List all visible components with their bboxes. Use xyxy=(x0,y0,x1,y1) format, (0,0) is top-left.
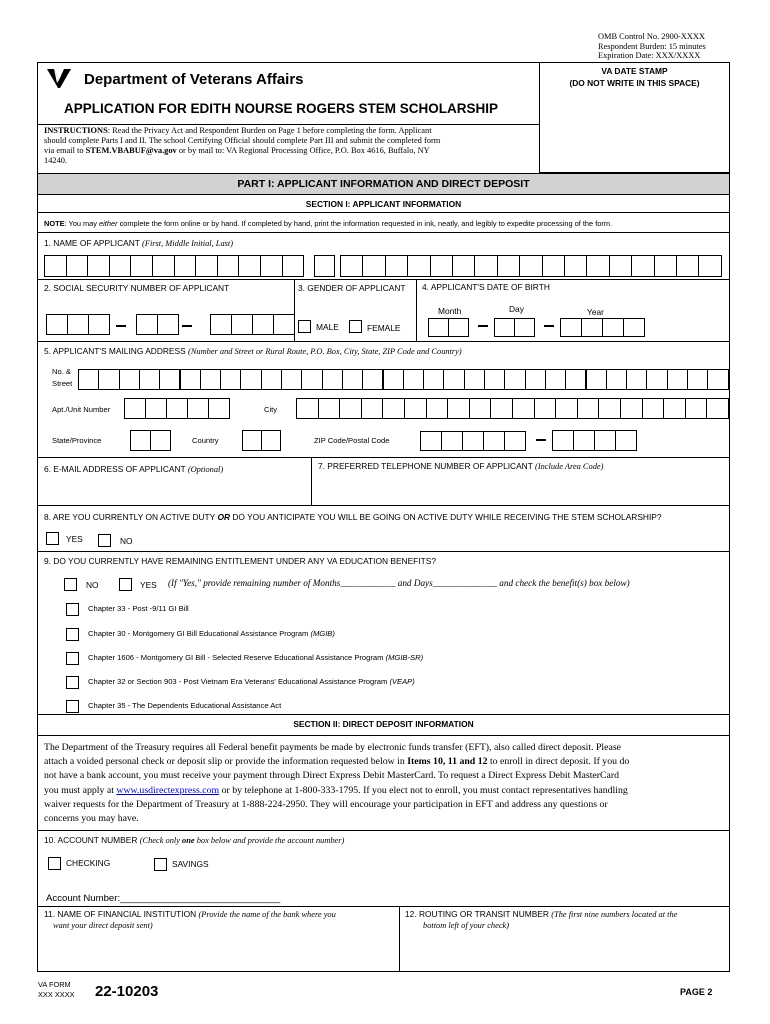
city-cell[interactable] xyxy=(663,398,686,419)
section2-title: SECTION II: DIRECT DEPOSIT INFORMATION xyxy=(293,719,474,729)
omb-burden: Respondent Burden: 15 minutes xyxy=(598,41,706,51)
q9-no-label: NO xyxy=(86,580,99,590)
street-cell[interactable] xyxy=(119,369,140,390)
name-last-cell[interactable] xyxy=(407,255,430,277)
ssn-cell[interactable] xyxy=(67,314,89,335)
instructions-email: STEM.VBABUF@va.gov xyxy=(85,146,177,155)
checking-label: CHECKING xyxy=(66,858,111,868)
state-cell[interactable] xyxy=(150,430,171,451)
zip-cell[interactable] xyxy=(504,431,526,451)
omb-expiration: Expiration Date: XXX/XXXX xyxy=(598,51,701,60)
dob-year-label: Year xyxy=(587,307,604,317)
street-cell[interactable] xyxy=(586,369,607,390)
apt-cell[interactable] xyxy=(124,398,146,419)
city-cell[interactable] xyxy=(404,398,427,419)
q9-yes-checkbox[interactable] xyxy=(119,578,132,591)
street-cell[interactable] xyxy=(342,369,363,390)
city-label: City xyxy=(264,405,278,414)
instructions: INSTRUCTIONS: Read the Privacy Act and Respondent Burden on Page 1 before completing the form. Applicant should complete Parts I and II. The school Certifying Official should complete Part III and submit the completed form via email to STEM.VBABUF@va.gov or by mail to: VA Regional Processing Office, P.O. Box 4616, Buffalo, NY 14240. xyxy=(44,126,441,165)
q8-yes-checkbox[interactable] xyxy=(46,532,59,545)
chapter30-label: Chapter 30 - Montgomery GI Bill Educational Assistance Program (MGIB) xyxy=(88,629,335,638)
dob-day-cell[interactable] xyxy=(514,318,535,337)
q9-label: 9. DO YOU CURRENTLY HAVE REMAINING ENTITLEMENT UNDER ANY VA EDUCATION BENEFITS? xyxy=(44,556,436,566)
state-cell[interactable] xyxy=(130,430,151,451)
ssn-cell[interactable] xyxy=(157,314,179,335)
dob-day-cell[interactable] xyxy=(494,318,515,337)
name-last-cell[interactable] xyxy=(474,255,497,277)
city-cell[interactable] xyxy=(490,398,513,419)
city-cell[interactable] xyxy=(469,398,492,419)
dob-year-cell[interactable] xyxy=(560,318,582,337)
savings-checkbox[interactable] xyxy=(154,858,167,871)
zip-dash xyxy=(536,439,546,441)
zip-label: ZIP Code/Postal Code xyxy=(314,436,390,445)
street-label: No. & Street xyxy=(52,367,73,388)
q11-label: 11. NAME OF FINANCIAL INSTITUTION (Provide the name of the bank where you want your direct deposit sent) xyxy=(44,909,336,930)
country-cell[interactable] xyxy=(261,430,281,451)
name-first-cell[interactable] xyxy=(66,255,89,277)
street-cell[interactable] xyxy=(606,369,627,390)
ssn-cell[interactable] xyxy=(252,314,274,335)
chapter33-label: Chapter 33 - Post -9/11 GI Bill xyxy=(88,604,189,613)
state-label: State/Province xyxy=(52,436,102,445)
name-middle-cell[interactable] xyxy=(314,255,335,277)
savings-label: SAVINGS xyxy=(172,859,209,869)
q9-no-checkbox[interactable] xyxy=(64,578,77,591)
city-cell[interactable] xyxy=(426,398,449,419)
country-cell[interactable] xyxy=(242,430,262,451)
direct-express-link[interactable]: www.usdirectexpress.com xyxy=(116,784,220,796)
ssn-dash-2 xyxy=(182,325,192,327)
name-first-cell[interactable] xyxy=(195,255,218,277)
ssn-cell[interactable] xyxy=(46,314,68,335)
female-checkbox[interactable] xyxy=(349,320,362,333)
q5-label: 5. APPLICANT'S MAILING ADDRESS (Number and Street or Rural Route, P.O. Box, City, State, ZIP Code and Country) xyxy=(44,346,462,356)
name-first-cell[interactable] xyxy=(130,255,153,277)
zip-ext-cell[interactable] xyxy=(594,430,616,451)
name-first-cell[interactable] xyxy=(238,255,261,277)
street-cell[interactable] xyxy=(159,369,180,390)
q4-label: 4. APPLICANT'S DATE OF BIRTH xyxy=(422,282,550,292)
zip-cell[interactable] xyxy=(420,431,442,451)
female-label: FEMALE xyxy=(367,323,401,333)
city-cell[interactable] xyxy=(361,398,384,419)
q6-label: 6. E-MAIL ADDRESS OF APPLICANT (Optional) xyxy=(44,464,224,474)
q3-label: 3. GENDER OF APPLICANT xyxy=(298,283,406,293)
omb-block xyxy=(598,32,706,61)
street-cell[interactable] xyxy=(504,369,525,390)
name-last-cell[interactable] xyxy=(676,255,699,277)
male-checkbox[interactable] xyxy=(298,320,311,333)
street-cell[interactable] xyxy=(667,369,688,390)
country-label: Country xyxy=(192,436,219,445)
dob-month-cell[interactable] xyxy=(448,318,469,337)
zip-cell[interactable] xyxy=(462,431,484,451)
name-last-cell[interactable] xyxy=(385,255,408,277)
zip-ext-cell[interactable] xyxy=(615,430,637,451)
q8-no-label: NO xyxy=(120,536,133,546)
city-cell[interactable] xyxy=(706,398,729,419)
footer-form-label: VA FORM XXX XXXX xyxy=(38,980,75,999)
city-cell[interactable] xyxy=(577,398,600,419)
page-number: PAGE 2 xyxy=(680,987,713,997)
chapter32-label: Chapter 32 or Section 903 - Post Vietnam Era Veterans' Educational Assistance Program (VEAP) xyxy=(88,677,415,686)
street-cell[interactable] xyxy=(240,369,261,390)
street-cell[interactable] xyxy=(220,369,241,390)
street-cell[interactable] xyxy=(484,369,505,390)
dob-dash-2 xyxy=(544,325,554,327)
q8-no-checkbox[interactable] xyxy=(98,534,111,547)
street-cell[interactable] xyxy=(98,369,119,390)
direct-deposit-paragraph: The Department of the Treasury requires all Federal benefit payments be made by electronic funds transfer (EFT), also called direct deposit. Please attach a voided personal check or deposit slip or provide the information requested below in Items 10, 11 and 12 to enroll in direct deposit. If you do not have a bank account, you must receive your payment through Direct Express Debit MasterCard. To request a Direct Express Debit MasterCard you must apply at www.usdirectexpress.com or by telephone at 1-800-333-1795. If you elect not to enroll, you must contact representatives handling waiver requests for the Department of Treasury at 1-888-224-2950. They will encourage your participation in EFT and address any questions or concerns you may have. xyxy=(44,742,630,825)
q1-label: 1. NAME OF APPLICANT (First, Middle Initial, Last) xyxy=(44,238,234,248)
part1-title: PART I: APPLICANT INFORMATION AND DIRECT DEPOSIT xyxy=(237,178,530,190)
city-cell[interactable] xyxy=(598,398,621,419)
city-cell[interactable] xyxy=(642,398,665,419)
name-first-cell[interactable] xyxy=(174,255,197,277)
dob-month-cell[interactable] xyxy=(428,318,449,337)
zip-ext-cell[interactable] xyxy=(552,430,574,451)
routing-number-input[interactable] xyxy=(405,934,725,968)
ssn-cell[interactable] xyxy=(273,314,295,335)
city-cell[interactable] xyxy=(447,398,470,419)
street-cell[interactable] xyxy=(322,369,343,390)
q2-label: 2. SOCIAL SECURITY NUMBER OF APPLICANT xyxy=(44,283,230,293)
financial-institution-input[interactable] xyxy=(44,934,394,968)
name-first-cell[interactable] xyxy=(217,255,240,277)
q7-label: 7. PREFERRED TELEPHONE NUMBER OF APPLICANT (Include Area Code) xyxy=(318,461,604,471)
q12-label: 12. ROUTING OR TRANSIT NUMBER (The first nine numbers located at the bottom left of your check) xyxy=(405,909,678,930)
street-cell[interactable] xyxy=(423,369,444,390)
dob-dash-1 xyxy=(478,325,488,327)
note-line: NOTE: You may either complete the form online or by hand. If completed by hand, print the information requested in ink, neatly, and legibly to expedite processing of the form. xyxy=(44,219,613,228)
street-cell[interactable] xyxy=(646,369,667,390)
city-cell[interactable] xyxy=(512,398,535,419)
street-cell[interactable] xyxy=(78,369,99,390)
city-cell[interactable] xyxy=(534,398,557,419)
street-cell[interactable] xyxy=(383,369,404,390)
agency-name: Department of Veterans Affairs xyxy=(84,71,304,88)
apt-cell[interactable] xyxy=(187,398,209,419)
zip-cell[interactable] xyxy=(483,431,505,451)
dob-month-label: Month xyxy=(438,306,462,316)
ssn-cell[interactable] xyxy=(210,314,232,335)
q9-yes-label: YES xyxy=(140,580,157,590)
city-cell[interactable] xyxy=(555,398,578,419)
city-cell[interactable] xyxy=(339,398,362,419)
name-first-cell[interactable] xyxy=(282,255,305,277)
city-cell[interactable] xyxy=(382,398,405,419)
chapter1606-checkbox[interactable] xyxy=(66,652,79,665)
city-cell[interactable] xyxy=(318,398,341,419)
form-number: 22-10203 xyxy=(95,983,159,1000)
chapter35-checkbox[interactable] xyxy=(66,700,79,713)
chapter33-checkbox[interactable] xyxy=(66,603,79,616)
chapter32-checkbox[interactable] xyxy=(66,676,79,689)
dob-year-cell[interactable] xyxy=(602,318,624,337)
zip-cell[interactable] xyxy=(441,431,463,451)
ssn-cell[interactable] xyxy=(231,314,253,335)
dob-year-cell[interactable] xyxy=(581,318,603,337)
street-cell[interactable] xyxy=(525,369,546,390)
dob-year-cell[interactable] xyxy=(623,318,645,337)
name-last-cell[interactable] xyxy=(362,255,385,277)
apt-label: Apt./Unit Number xyxy=(52,405,111,414)
ssn-cell[interactable] xyxy=(136,314,158,335)
street-cell[interactable] xyxy=(180,369,201,390)
chapter35-label: Chapter 35 - The Dependents Educational Assistance Act xyxy=(88,701,282,710)
street-cell[interactable] xyxy=(403,369,424,390)
city-cell[interactable] xyxy=(685,398,708,419)
male-label: MALE xyxy=(316,322,339,332)
city-cell[interactable] xyxy=(620,398,643,419)
name-last-cell[interactable] xyxy=(452,255,475,277)
q9-yes-hint: (If "Yes," provide remaining number of Months____________ and Days______________ and check the benefit(s) box below) xyxy=(168,578,630,588)
name-first-cell[interactable] xyxy=(260,255,283,277)
street-cell[interactable] xyxy=(139,369,160,390)
street-cell[interactable] xyxy=(281,369,302,390)
street-cell[interactable] xyxy=(545,369,566,390)
zip-ext-cell[interactable] xyxy=(573,430,595,451)
street-cell[interactable] xyxy=(301,369,322,390)
name-last-cell[interactable] xyxy=(631,255,654,277)
q8-label: 8. ARE YOU CURRENTLY ON ACTIVE DUTY OR DO YOU ANTICIPATE YOU WILL BE GOING ON ACTIVE DUTY WHILE RECEIVING THE STEM SCHOLARSHIP? xyxy=(44,512,662,522)
section1-title: SECTION I: APPLICANT INFORMATION xyxy=(305,199,462,209)
name-last-cell[interactable] xyxy=(564,255,587,277)
street-cell[interactable] xyxy=(626,369,647,390)
street-cell[interactable] xyxy=(464,369,485,390)
name-first-cell[interactable] xyxy=(87,255,110,277)
omb-control: OMB Control No. 2900-XXXX xyxy=(598,32,706,41)
apt-cell[interactable] xyxy=(166,398,188,419)
name-first-cell[interactable] xyxy=(44,255,67,277)
checking-checkbox[interactable] xyxy=(48,857,61,870)
date-stamp-title: VA DATE STAMP xyxy=(601,66,668,76)
street-cell[interactable] xyxy=(261,369,282,390)
name-last-cell[interactable] xyxy=(340,255,363,277)
street-cell[interactable] xyxy=(200,369,221,390)
name-last-cell[interactable] xyxy=(430,255,453,277)
name-first-cell[interactable] xyxy=(152,255,175,277)
name-last-cell[interactable] xyxy=(497,255,520,277)
q8-yes-label: YES xyxy=(66,534,83,544)
name-last-cell[interactable] xyxy=(654,255,677,277)
street-cell[interactable] xyxy=(362,369,383,390)
q10-label: 10. ACCOUNT NUMBER (Check only one box below and provide the account number) xyxy=(44,835,345,845)
name-last-cell[interactable] xyxy=(519,255,542,277)
chapter30-checkbox[interactable] xyxy=(66,628,79,641)
street-cell[interactable] xyxy=(707,369,728,390)
apt-cell[interactable] xyxy=(208,398,230,419)
street-cell[interactable] xyxy=(565,369,586,390)
name-last-cell[interactable] xyxy=(542,255,565,277)
name-last-cell[interactable] xyxy=(586,255,609,277)
name-last-cell[interactable] xyxy=(609,255,632,277)
chapter1606-label: Chapter 1606 - Montgomery GI Bill - Selected Reserve Educational Assistance Program (MGIB-SR) xyxy=(88,653,424,662)
dob-day-label: Day xyxy=(509,304,524,314)
apt-cell[interactable] xyxy=(145,398,167,419)
ssn-dash-1 xyxy=(116,325,126,327)
form-title: APPLICATION FOR EDITH NOURSE ROGERS STEM SCHOLARSHIP xyxy=(64,101,499,116)
name-last-cell[interactable] xyxy=(698,255,721,277)
street-cell[interactable] xyxy=(443,369,464,390)
city-cell[interactable] xyxy=(296,398,319,419)
name-first-cell[interactable] xyxy=(109,255,132,277)
ssn-cell[interactable] xyxy=(88,314,110,335)
street-cell[interactable] xyxy=(687,369,708,390)
account-number-field[interactable]: Account Number:______________________________ xyxy=(46,893,281,904)
date-stamp-note: (DO NOT WRITE IN THIS SPACE) xyxy=(569,78,700,88)
